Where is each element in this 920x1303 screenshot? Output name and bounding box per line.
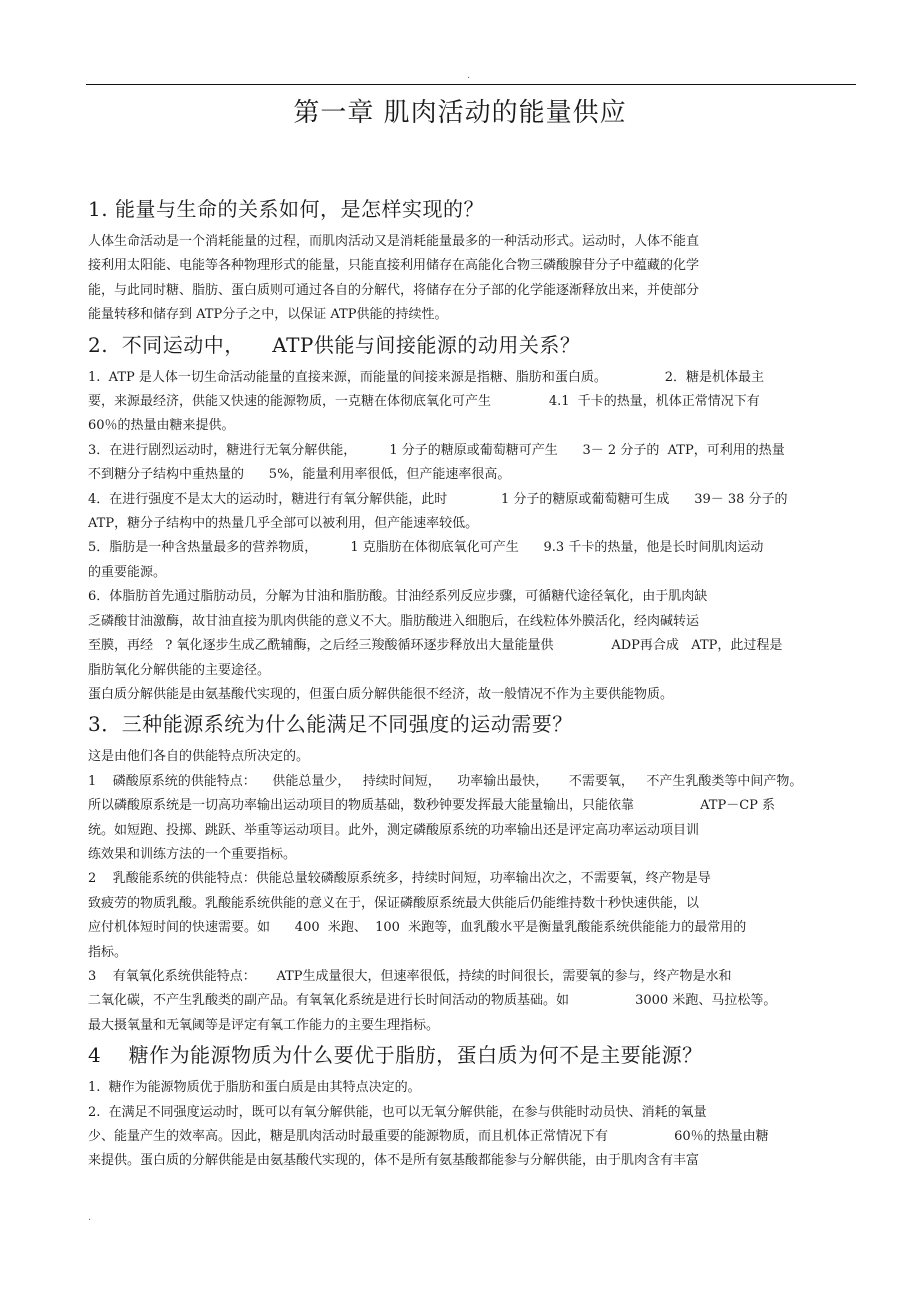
section-1-line: 能，与此同时糖、脂肪、蛋白质则可通过各自的分解代，将储存在分子部的化学能逐渐释放出来，并使部分 (88, 282, 700, 298)
section-4-line: 少、能量产生的效率高。因此，糖是肌肉活动时最重要的能源物质，而且机体正常情况下有 60％的热量由糖 (88, 1129, 769, 1144)
section-2-line: 1. ATP 是人体一切生命活动能量的直接来源，而能量的间接来源是指糖、脂肪和蛋白质。 2．糖是机体最主 (88, 369, 765, 385)
section-3-line: 这是由他们各自的供能特点所决定的。 (88, 749, 310, 765)
section-4-heading: 4 糖作为能源物质为什么要优于脂肪，蛋白质为何不是主要能源？ (88, 1043, 703, 1068)
section-3-line: 练效果和训练方法的一个重要指标。 (88, 846, 297, 862)
section-3-line: 2 乳酸能系统的供能特点：供能总量较磷酸原系统多，持续时间短，功率输出次之，不需要氧，终产物是导 (88, 871, 711, 887)
section-3-line: 统。如短跑、投掷、跳跃、举重等运动项目。此外，测定磷酸原系统的功率输出还是评定高功率运动项目训 (88, 822, 700, 838)
section-2-line: ATP，糖分子结构中的热量几乎全部可以被利用，但产能速率较低。 (88, 516, 479, 532)
section-2-line: 60％的热量由糖来提供。 (88, 418, 235, 434)
section-4-line: 1. 糖作为能源物质优于脂肪和蛋白质是由其特点决定的。 (88, 1080, 421, 1096)
section-3-line: 致疲劳的物质乳酸。乳酸能系统供能的意义在于，保证磷酸原系统最大供能后仍能维持数十秒快速供能，以 (88, 895, 700, 911)
section-2-line: 6．体脂肪首先通过脂肪动员，分解为甘油和脂肪酸。甘油经系列反应步骤，可循糖代途径氧化，由于肌肉缺 (88, 589, 708, 605)
section-1-line: 接利用太阳能、电能等各种物理形式的能量，只能直接利用储存在高能化合物三磷酸腺苷分子中蕴藏的化学 (88, 258, 700, 274)
section-2-line: 4．在进行强度不是太大的运动时，糖进行有氧分解供能，此时 1 分子的糖原或葡萄糖可生成 39－ 38 分子的 (88, 491, 788, 507)
section-2-line: 蛋白质分解供能是由氨基酸代实现的，但蛋白质分解供能很不经济，故一般情况不作为主要供能物质。 (88, 686, 674, 702)
page-bottom-mark: . (88, 1212, 92, 1223)
section-1-line: 人体生命活动是一个消耗能量的过程，而肌肉活动又是消耗能量最多的一种活动形式。运动时，人体不能直 (88, 234, 700, 249)
section-2-line: 要，来源最经济，供能又快速的能源物质，一克糖在体彻底氧化可产生 4.1 千卡的热量，机体正常情况下有 (88, 394, 760, 410)
section-3-line: 二氧化碳，不产生乳酸类的副产品。有氧氧化系统是进行长时间活动的物质基础。如 3000 米跑、马拉松等。 (88, 993, 777, 1009)
section-4-line: 2. 在满足不同强度运动时，既可以有氧分解供能，也可以无氧分解供能，在参与供能时动员快、消耗的氧量 (88, 1104, 707, 1120)
section-3-line: 应付机体短时间的快速需要。如 400 米跑、 100 米跑等，血乳酸水平是衡量乳酸能系统供能能力的最常用的 (88, 920, 747, 936)
section-4-line: 来提供。蛋白质的分解供能是由氨基酸代实现的，体不是所有氨基酸都能参与分解供能，由于肌肉含有丰富 (88, 1153, 700, 1169)
section-2-heading: 2. 不同运动中， ATP供能与间接能源的动用关系？ (88, 332, 581, 357)
section-2-line: 脂肪氧化分解供能的主要途径。 (88, 662, 271, 678)
section-3-body (88, 745, 860, 1038)
section-3-heading: 3．三种能源系统为什么能满足不同强度的运动需要？ (88, 712, 573, 737)
section-3-line: 3 有氧氧化系统供能特点： ATP生成量很大，但速率很低，持续的时间很长，需要氧的参与，终产物是水和 (88, 968, 732, 984)
section-2-line: 5．脂肪是一种含热量最多的营养物质， 1 克脂肪在体彻底氧化可产生 9.3 千卡的热量，他是长时间肌肉运动 (88, 540, 764, 556)
section-2-line: 的重要能源。 (88, 564, 167, 580)
header-rule (86, 84, 856, 85)
section-3-line: 所以磷酸原系统是一切高功率输出运动项目的物质基础，数秒钟要发挥最大能量输出，只能依靠 ATP－CP 系 (88, 798, 776, 814)
section-2-body (88, 366, 860, 708)
section-2-line: 至膜，再经 ? 氧化逐步生成乙酰辅酶，之后经三羧酸循环逐步释放出大量能量供 ADP再合成 ATP，此过程是 (88, 638, 783, 654)
section-2-line: 乏磷酸甘油激酶，故甘油直接为肌肉供能的意义不大。脂肪酸进入细胞后，在线粒体外膜活化，经肉碱转运 (88, 613, 700, 629)
section-3-line: 1 磷酸原系统的供能特点： 供能总量少， 持续时间短， 功率输出最快， 不需要氧， 不产生乳酸类等中间产物。 (88, 773, 803, 789)
section-2-line: 不到糖分子结构中重热量的 5%，能量利用率很低，但产能速率很高。 (88, 467, 511, 483)
page-top-mark: . (467, 70, 471, 81)
section-2-line: 3．在进行剧烈运动时，糖进行无氧分解供能， 1 分子的糖原或葡萄糖可产生 3－ 2 分子的 ATP，可利用的热量 (88, 442, 785, 458)
section-4-body (88, 1076, 860, 1174)
chapter-title: 第一章 肌肉活动的能量供应 (293, 98, 627, 128)
section-1-heading: 1. 能量与生命的关系如何，是怎样实现的？ (88, 197, 484, 221)
section-1-body (88, 230, 860, 328)
section-3-line: 最大摄氧量和无氧阈等是评定有氧工作能力的主要生理指标。 (88, 1017, 440, 1033)
section-1-line: 能量转移和储存到 ATP分子之中，以保证 ATP供能的持续性。 (88, 307, 448, 323)
document-body (88, 192, 860, 1174)
section-3-line: 指标。 (88, 944, 128, 960)
